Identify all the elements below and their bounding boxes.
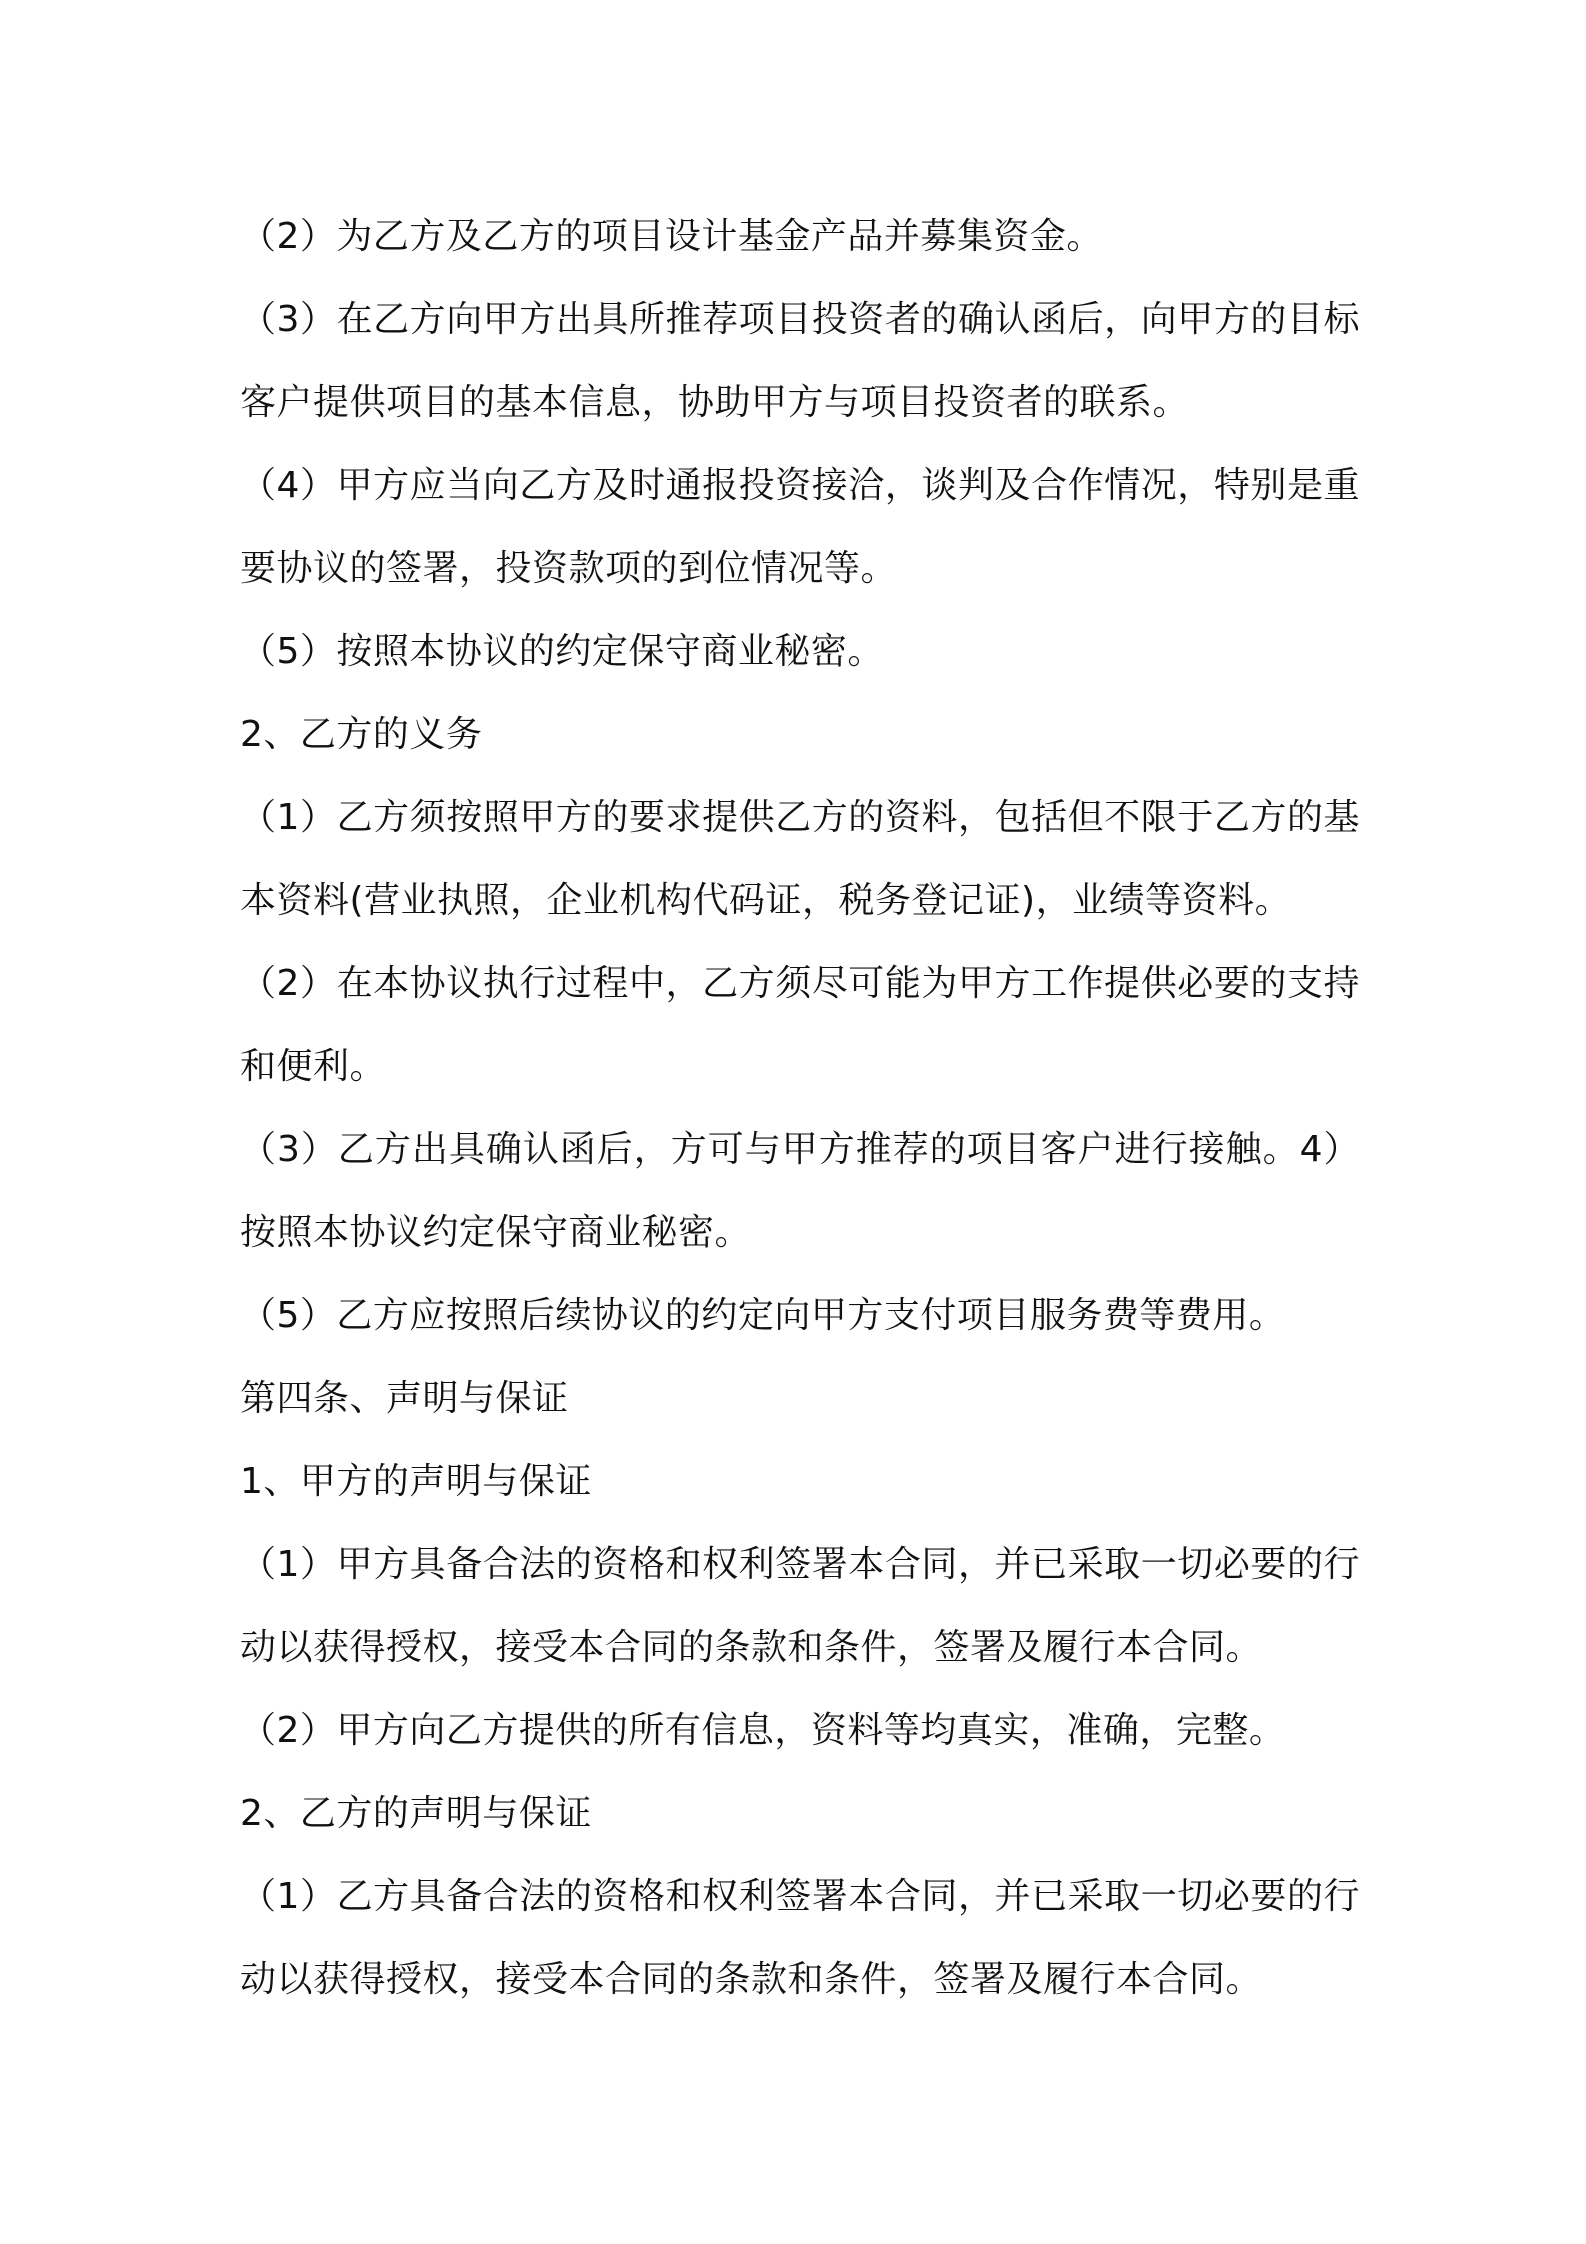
clause-party-b-representation-1: （1）乙方具备合法的资格和权利签署本合同，并已采取一切必要的行动以获得授权，接受本合同的条款和条件，签署及履行本合同。 [240, 1876, 1360, 2000]
clause-party-a-representation-2: （2）甲方向乙方提供的所有信息，资料等均真实，准确，完整。 [240, 1710, 1286, 1751]
section-heading-party-b-obligations: 2、乙方的义务 [240, 714, 483, 755]
clause-party-a-representation-1: （1）甲方具备合法的资格和权利签署本合同，并已采取一切必要的行动以获得授权，接受本合同的条款和条件，签署及履行本合同。 [240, 1544, 1360, 1668]
clause-party-b-obligation-1: （1）乙方须按照甲方的要求提供乙方的资料，包括但不限于乙方的基本资料(营业执照，企业机构代码证，税务登记证)，业绩等资料。 [240, 797, 1360, 921]
document-body [240, 195, 1360, 2021]
section-heading-party-b-representations: 2、乙方的声明与保证 [240, 1793, 592, 1834]
clause-party-a-obligation-5: （5）按照本协议的约定保守商业秘密。 [240, 631, 884, 672]
article-heading-representations: 第四条、声明与保证 [240, 1378, 569, 1419]
clause-party-b-obligation-2: （2）在本协议执行过程中，乙方须尽可能为甲方工作提供必要的支持和便利。 [240, 963, 1360, 1087]
section-heading-party-a-representations: 1、甲方的声明与保证 [240, 1461, 592, 1502]
clause-party-a-obligation-4: （4）甲方应当向乙方及时通报投资接洽，谈判及合作情况，特别是重要协议的签署，投资款项的到位情况等。 [240, 465, 1360, 589]
clause-party-b-obligation-3-4: （3）乙方出具确认函后，方可与甲方推荐的项目客户进行接触。4）按照本协议约定保守商业秘密。 [240, 1129, 1360, 1253]
clause-party-a-obligation-2: （2）为乙方及乙方的项目设计基金产品并募集资金。 [240, 216, 1103, 257]
clause-party-a-obligation-3: （3）在乙方向甲方出具所推荐项目投资者的确认函后，向甲方的目标客户提供项目的基本信息，协助甲方与项目投资者的联系。 [240, 299, 1360, 423]
clause-party-b-obligation-5: （5）乙方应按照后续协议的约定向甲方支付项目服务费等费用。 [240, 1295, 1286, 1336]
